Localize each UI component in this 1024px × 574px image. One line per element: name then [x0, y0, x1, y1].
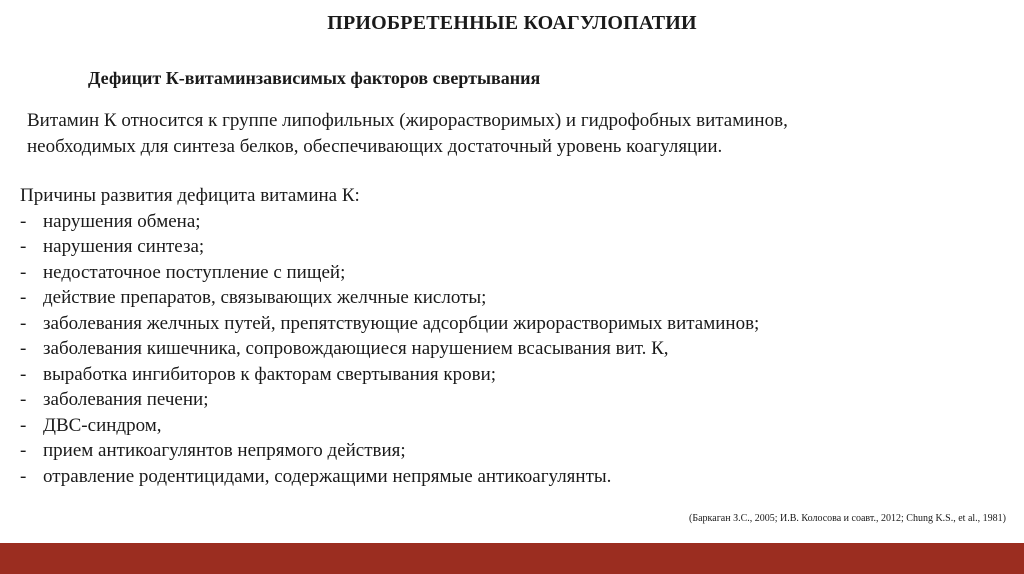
intro-paragraph — [27, 108, 947, 160]
slide-subtitle: Дефицит К-витаминзависимых факторов свертывания — [88, 68, 541, 88]
list-item — [20, 234, 960, 260]
list-item-text: прием антикоагулянтов непрямого действия; — [43, 440, 406, 461]
list-item-text: выработка ингибиторов к факторам свертывания крови; — [43, 363, 497, 385]
list-item — [20, 285, 960, 311]
bullet-dash: - — [20, 338, 27, 359]
list-item — [20, 387, 960, 413]
causes-block — [20, 183, 960, 489]
list-item — [20, 260, 960, 286]
list-item — [20, 209, 960, 235]
bullet-dash: - — [20, 414, 27, 436]
list-item — [20, 336, 960, 362]
footer-bar — [0, 543, 1024, 574]
list-item-text: заболевания желчных путей, препятствующие адсорбции жирорастворимых витаминов; — [43, 312, 760, 334]
bullet-dash: - — [20, 440, 27, 461]
list-item-text: нарушения обмена; — [43, 210, 201, 232]
intro-line: необходимых для синтеза белков, обеспечивающих достаточный уровень коагуляции. — [27, 136, 723, 157]
bullet-dash: - — [20, 261, 27, 283]
list-item — [20, 362, 960, 388]
list-item-text: отравление родентицидами, содержащими непрямые антикоагулянты. — [43, 465, 612, 487]
bullet-dash: - — [20, 389, 27, 410]
list-item-text: действие препаратов, связывающих желчные кислоты; — [43, 287, 487, 308]
citation: (Баркаган З.С., 2005; И.В. Колосова и соавт., 2012; Chung K.S., et al., 1981) — [689, 513, 1006, 524]
list-item — [20, 311, 960, 337]
bullet-dash: - — [20, 210, 27, 232]
bullet-dash: - — [20, 236, 27, 257]
list-item — [20, 464, 960, 490]
bullet-dash: - — [20, 465, 27, 487]
list-item-text: заболевания печени; — [43, 389, 209, 410]
list-item-text: недостаточное поступление с пищей; — [43, 261, 346, 283]
bullet-dash: - — [20, 312, 27, 334]
causes-heading: Причины развития дефицита витамина К: — [20, 185, 360, 206]
causes-list — [20, 209, 960, 490]
bullet-dash: - — [20, 287, 27, 308]
slide-title: ПРИОБРЕТЕННЫЕ КОАГУЛОПАТИИ — [327, 12, 697, 34]
list-item — [20, 413, 960, 439]
bullet-dash: - — [20, 363, 27, 385]
list-item-text: ДВС-синдром, — [43, 414, 162, 436]
list-item-text: заболевания кишечника, сопровождающиеся нарушением всасывания вит. К, — [43, 338, 669, 359]
list-item-text: нарушения синтеза; — [43, 236, 205, 257]
intro-line: Витамин К относится к группе липофильных (жирорастворимых) и гидрофобных витаминов, — [27, 110, 788, 131]
list-item — [20, 438, 960, 464]
